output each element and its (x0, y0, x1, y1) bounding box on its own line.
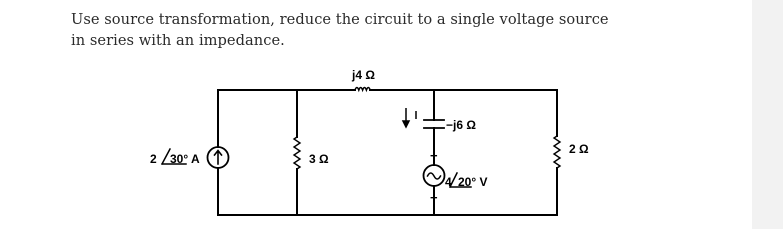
capacitor-plates (424, 120, 444, 128)
resistor-2-label: 2 Ω (569, 142, 589, 156)
inductor-label: j4 Ω (352, 68, 375, 82)
voltage-source-angle-unit: 20° V (458, 175, 488, 189)
voltage-source-magnitude: 4 (445, 175, 452, 189)
right-sidebar-band (752, 0, 783, 229)
voltage-source-wave (428, 173, 441, 179)
current-source-angle-unit: 30° A (170, 152, 200, 166)
current-source-arrow (215, 151, 222, 165)
capacitor-label: −j6 Ω (446, 118, 476, 132)
current-source-magnitude: 2 (150, 152, 157, 166)
resistor-3 (294, 137, 300, 169)
resistor-2 (554, 136, 560, 168)
voltage-source-plus: + (430, 190, 438, 205)
problem-text-line-2: in series with an impedance. (71, 32, 285, 49)
voltage-source-minus: − (430, 148, 438, 163)
inductor-j4 (355, 88, 370, 91)
resistor-3-label: 3 Ω (309, 152, 329, 166)
branch-current-arrow (403, 108, 416, 127)
problem-text-line-1: Use source transformation, reduce the circuit to a single voltage source (71, 11, 609, 28)
